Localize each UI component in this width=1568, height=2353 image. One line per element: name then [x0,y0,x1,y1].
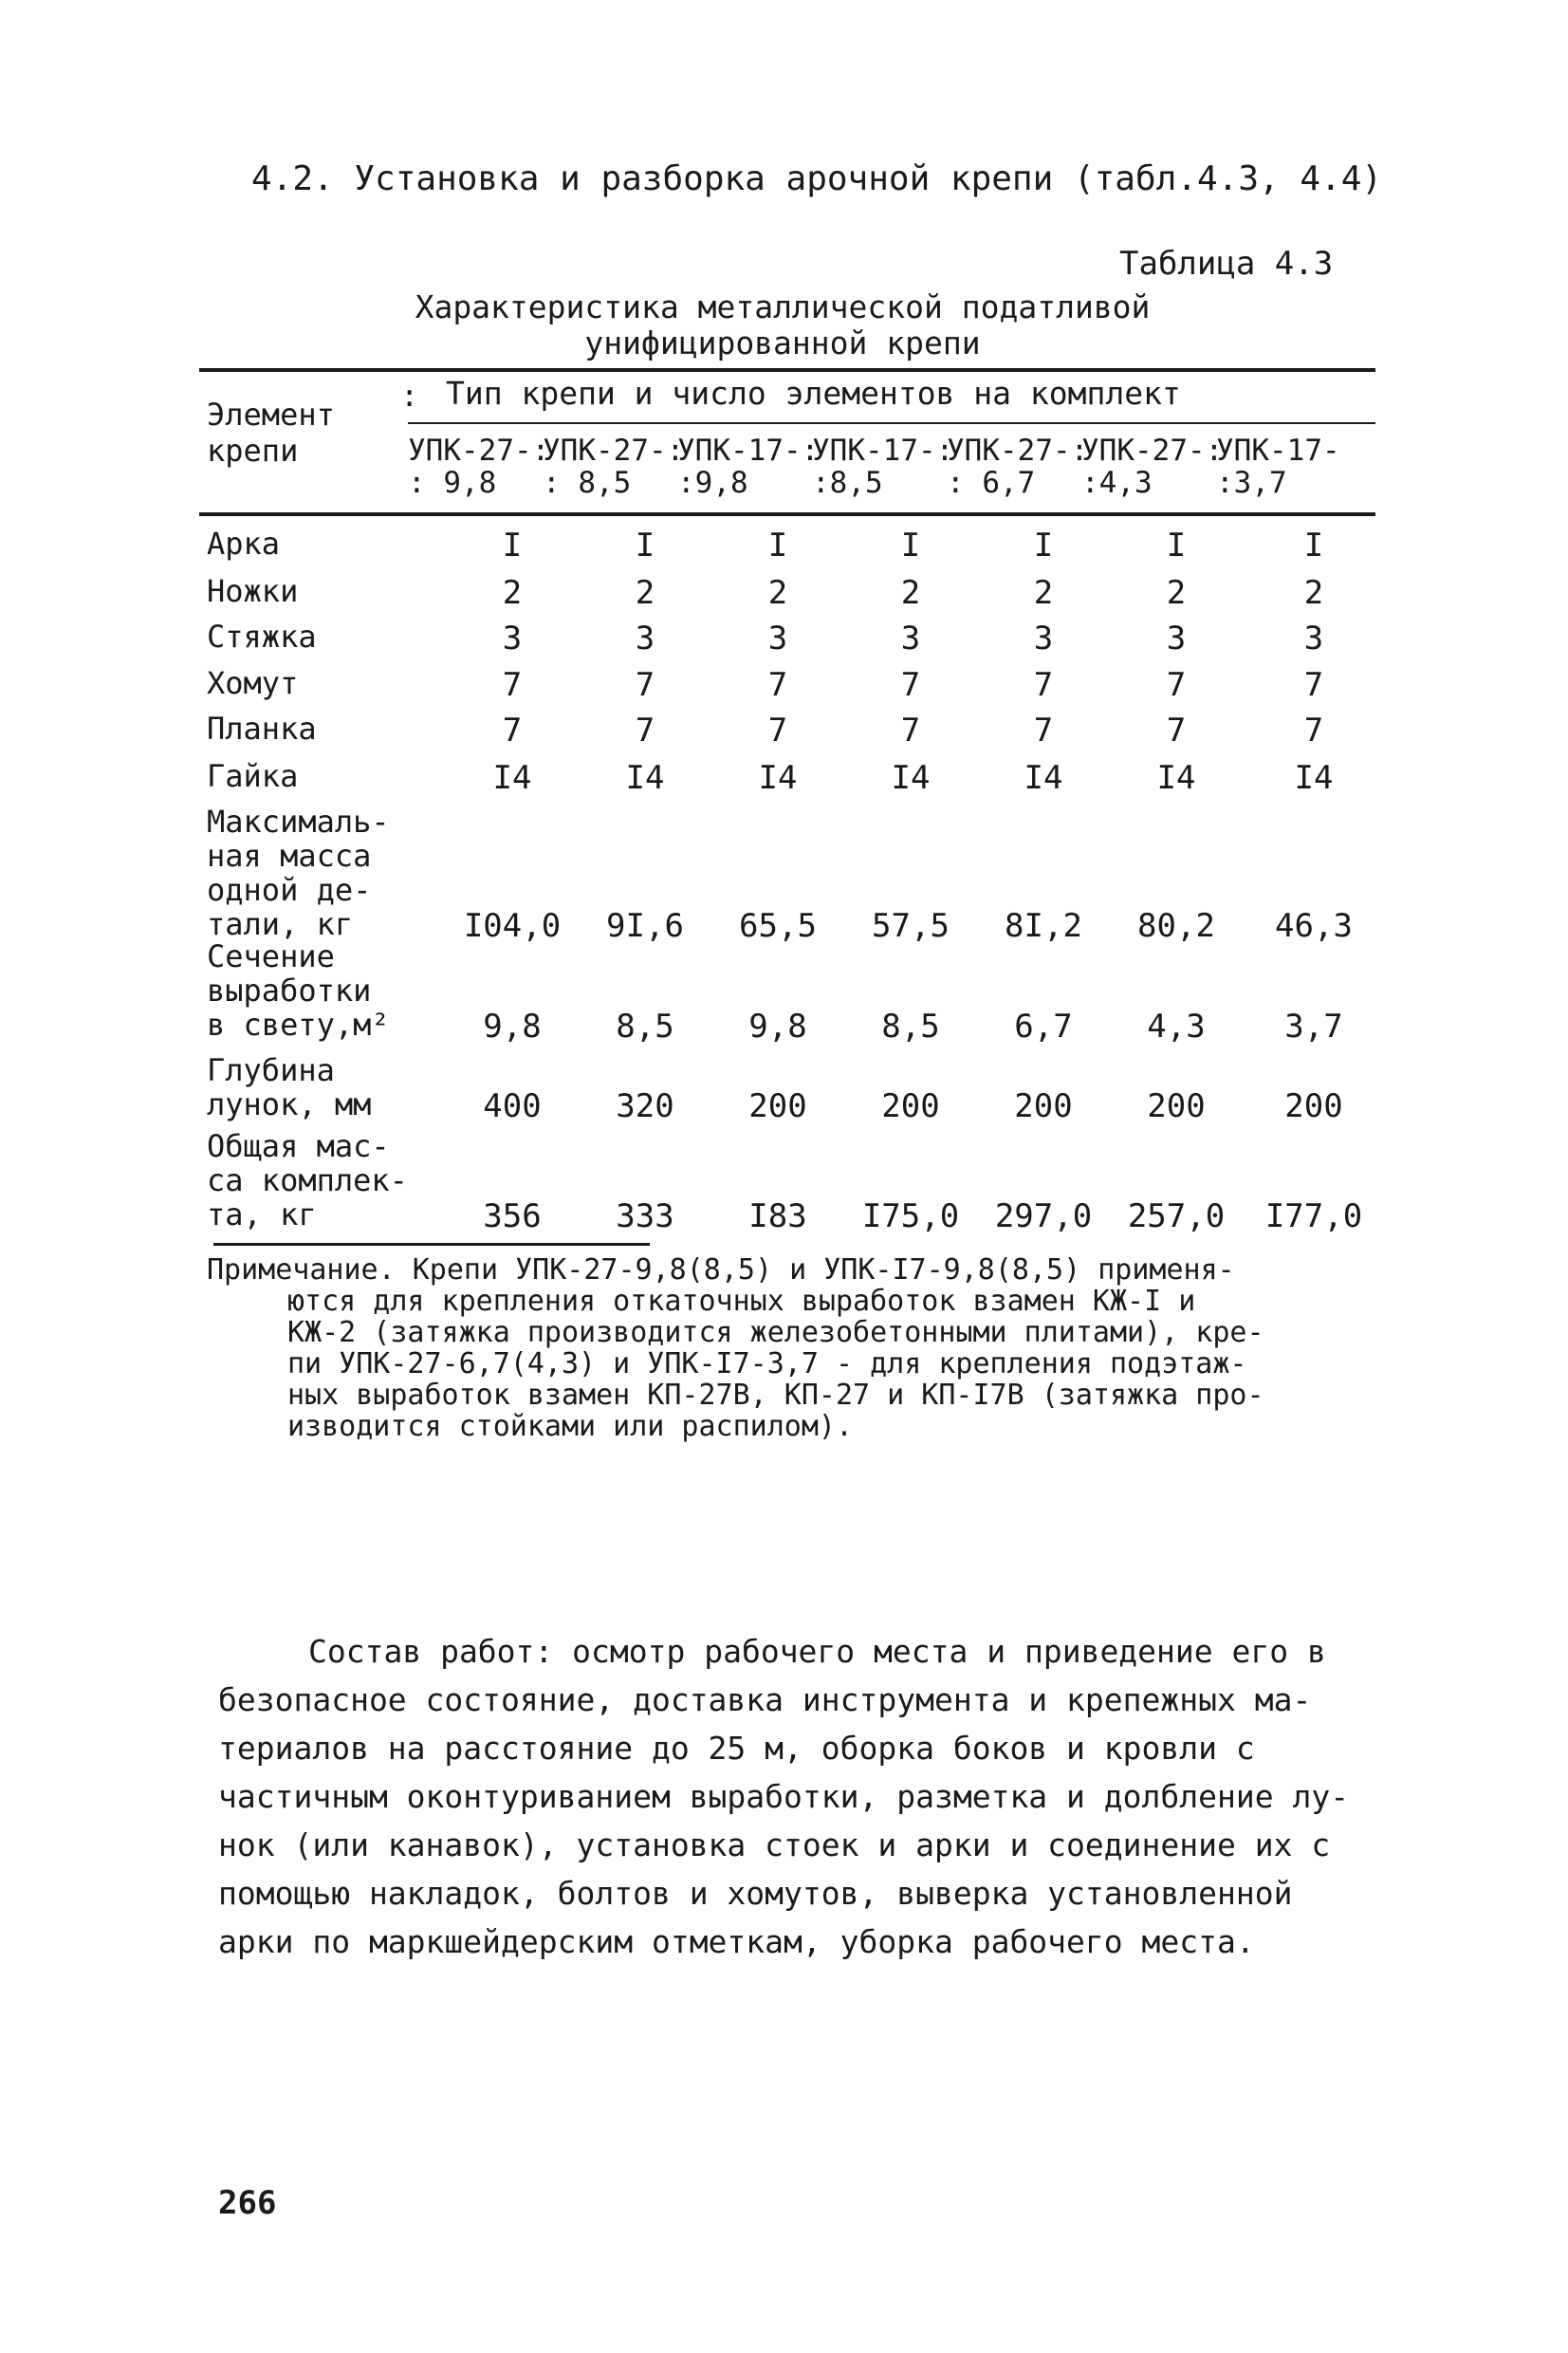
table-note [207,1254,1383,1442]
table-cell: 3 [1033,620,1054,658]
row-label-line: тали, кг [207,906,354,942]
table-caption-line: унифицированной крепи [584,324,981,361]
row-label [207,759,298,793]
table-cell: I [1033,527,1054,565]
table-cell: 7 [900,712,921,750]
column-header-line: УПК-17- [1216,434,1340,468]
row-label-line: Гайка [207,758,299,794]
table-cell: I83 [748,1197,807,1235]
table-cell: 7 [635,666,655,704]
section-heading: 4.2. Установка и разборка арочной крепи (табл.4.3, 4.4) [251,159,1383,198]
table-cell: 65,5 [739,907,817,945]
table-cell: 7 [1303,712,1324,750]
column-header-line: : 6,7 [947,466,1036,500]
table-cell: I [767,527,788,565]
table-cell: I4 [758,759,798,797]
paragraph-line: частичным оконтуриванием выработки, разметка и долбление лу- [218,1778,1350,1815]
row-label-line: Ножки [207,573,299,609]
table-caption-line: Характеристика металлической податливой [415,288,1151,325]
type-column-header [947,435,1088,499]
table-cell: 7 [767,666,788,704]
note-line: КЖ-2 (затяжка производится железобетонными плитами), кре- [287,1316,1264,1349]
row-label-line: Максималь- [207,804,390,840]
table-bottom-rule [213,1243,650,1246]
table-cell: 7 [1033,666,1054,704]
table-cell: I4 [891,759,931,797]
table-cell: I [1166,527,1187,565]
note-line: изводится стойками или распилом). [287,1410,854,1443]
table-cell: 8,5 [881,1008,940,1046]
note-line: ных выработок взамен КП-27В, КП-27 и КП-I7В (затяжка про- [287,1379,1264,1412]
type-column-header [1216,435,1340,499]
table-cell: 9,8 [748,1008,807,1046]
table-cell: I [1303,527,1324,565]
table-cell: 3 [1303,620,1324,658]
row-label-line: Общая мас- [207,1128,390,1164]
note-line: Примечание. Крепи УПК-27-9,8(8,5) и УПК-I7-9,8(8,5) применя- [207,1253,1235,1287]
row-label [207,666,298,700]
column-header-type: Тип крепи и число элементов на комплект [446,375,1181,412]
row-label-line: выработки [207,973,372,1009]
table-cell: 200 [1284,1087,1343,1125]
table-cell: 3 [767,620,788,658]
row-label-line: Планка [207,711,317,747]
table-cell: 46,3 [1275,907,1353,945]
column-header-line: :4,3 [1081,466,1153,500]
work-scope-paragraph [218,1627,1366,1966]
table-cell: 3 [502,620,523,658]
table-cell: 333 [616,1197,674,1235]
type-column-header [408,435,549,499]
row-label [207,1053,371,1121]
row-label [207,574,298,608]
table-cell: 297,0 [994,1197,1093,1235]
type-column-header [543,435,684,499]
table-cell: 200 [1014,1087,1073,1125]
table-number: Таблица 4.3 [1119,245,1334,283]
row-label-line: Арка [207,526,281,562]
table-cell: I4 [492,759,532,797]
table-cell: I [900,527,921,565]
table-cell: 9,8 [483,1008,542,1046]
table-cell: 3 [1166,620,1187,658]
table-cell: 7 [502,666,523,704]
column-header-line: УПК-27-: [947,434,1089,468]
page-number: 266 [218,2184,277,2222]
table-cell: 2 [1303,574,1324,612]
table-cell: I4 [1294,759,1334,797]
table-cell: 9I,6 [606,907,684,945]
note-line: пи УПК-27-6,7(4,3) и УПК-I7-3,7 - для крепления подэтаж- [287,1347,1247,1380]
table-cell: I4 [1024,759,1063,797]
table-cell: 200 [1147,1087,1206,1125]
table-cell: 2 [900,574,921,612]
table-cell: 57,5 [872,907,950,945]
table-top-rule [199,368,1375,372]
column-header-line: : 9,8 [408,466,497,500]
column-header-line: УПК-27-: [543,434,685,468]
column-header-line: УПК-27-: [1081,434,1224,468]
table-cell: I4 [1156,759,1196,797]
column-header-line: :9,8 [677,466,748,500]
row-label [207,620,317,654]
header-divider [408,422,1375,424]
row-label-line: Хомут [207,665,299,701]
table-cell: 3 [635,620,655,658]
header-bottom-rule [199,512,1375,516]
table-cell: 2 [1166,574,1187,612]
table-cell: 7 [767,712,788,750]
table-cell: 200 [881,1087,940,1125]
column-header-line: УПК-17-: [677,434,820,468]
paragraph-line: арки по маркшейдерским отметкам, уборка рабочего места. [218,1923,1255,1960]
paragraph-line: нок (или канавок), установка стоек и арки и соединение их с [218,1826,1331,1863]
table-cell: 400 [483,1087,542,1125]
column-header-line: :8,5 [812,466,883,500]
paragraph-line: помощью накладок, болтов и хомутов, выверка установленной [218,1875,1293,1912]
table-cell: I04,0 [463,907,562,945]
table-cell: 2 [767,574,788,612]
table-cell: 8I,2 [1005,907,1082,945]
table-cell: 6,7 [1014,1008,1073,1046]
table-cell: 2 [1033,574,1054,612]
table-cell: 200 [748,1087,807,1125]
header-line: Элемент [207,397,335,433]
row-label [207,712,317,746]
row-label [207,805,390,941]
row-label [207,527,280,561]
row-label-line: са комплек- [207,1162,408,1198]
type-column-header [812,435,953,499]
paragraph-line: Состав работ: осмотр рабочего места и приведение его в [308,1633,1326,1670]
row-label [207,1129,408,1232]
paragraph-line: териалов на расстояние до 25 м, оборка боков и кровли с [218,1730,1255,1767]
column-header-line: УПК-17-: [812,434,954,468]
table-cell: I [502,527,523,565]
row-label-line: Стяжка [207,619,317,655]
table-caption [341,289,1224,361]
row-label-line: в свету,м² [207,1007,390,1043]
table-cell: 80,2 [1137,907,1215,945]
table-cell: I77,0 [1264,1197,1363,1235]
header-colon: : [400,378,419,414]
table-cell: 4,3 [1147,1008,1206,1046]
table-cell: I [635,527,655,565]
row-label-line: лунок, мм [207,1086,372,1122]
column-header-line: : 8,5 [543,466,632,500]
table-cell: 257,0 [1127,1197,1226,1235]
column-header-line: УПК-27-: [408,434,550,468]
table-cell: I75,0 [861,1197,960,1235]
row-label-line: Глубина [207,1052,335,1088]
table-cell: 3 [900,620,921,658]
table-cell: 2 [502,574,523,612]
row-label [207,939,390,1042]
table-cell: 7 [1033,712,1054,750]
table-cell: 2 [635,574,655,612]
paragraph-line: безопасное состояние, доставка инструмента и крепежных ма- [218,1681,1312,1718]
column-header-line: :3,7 [1216,466,1287,500]
table-cell: I4 [625,759,665,797]
row-label-line: та, кг [207,1196,317,1232]
table-cell: 7 [635,712,655,750]
row-label-line: Сечение [207,938,335,974]
table-cell: 356 [483,1197,542,1235]
note-line: ются для крепления откаточных выработок взамен КЖ-I и [287,1285,1196,1318]
table-cell: 8,5 [616,1008,674,1046]
table-cell: 7 [1166,666,1187,704]
header-line: крепи [207,433,299,469]
row-label-line: ная масса [207,838,372,874]
type-column-header [677,435,819,499]
table-cell: 7 [1166,712,1187,750]
type-column-header [1081,435,1223,499]
table-cell: 3,7 [1284,1008,1343,1046]
table-cell: 320 [616,1087,674,1125]
table-cell: 7 [900,666,921,704]
table-cell: 7 [1303,666,1324,704]
column-header-element [207,397,335,469]
table-cell: 7 [502,712,523,750]
row-label-line: одной де- [207,872,372,908]
